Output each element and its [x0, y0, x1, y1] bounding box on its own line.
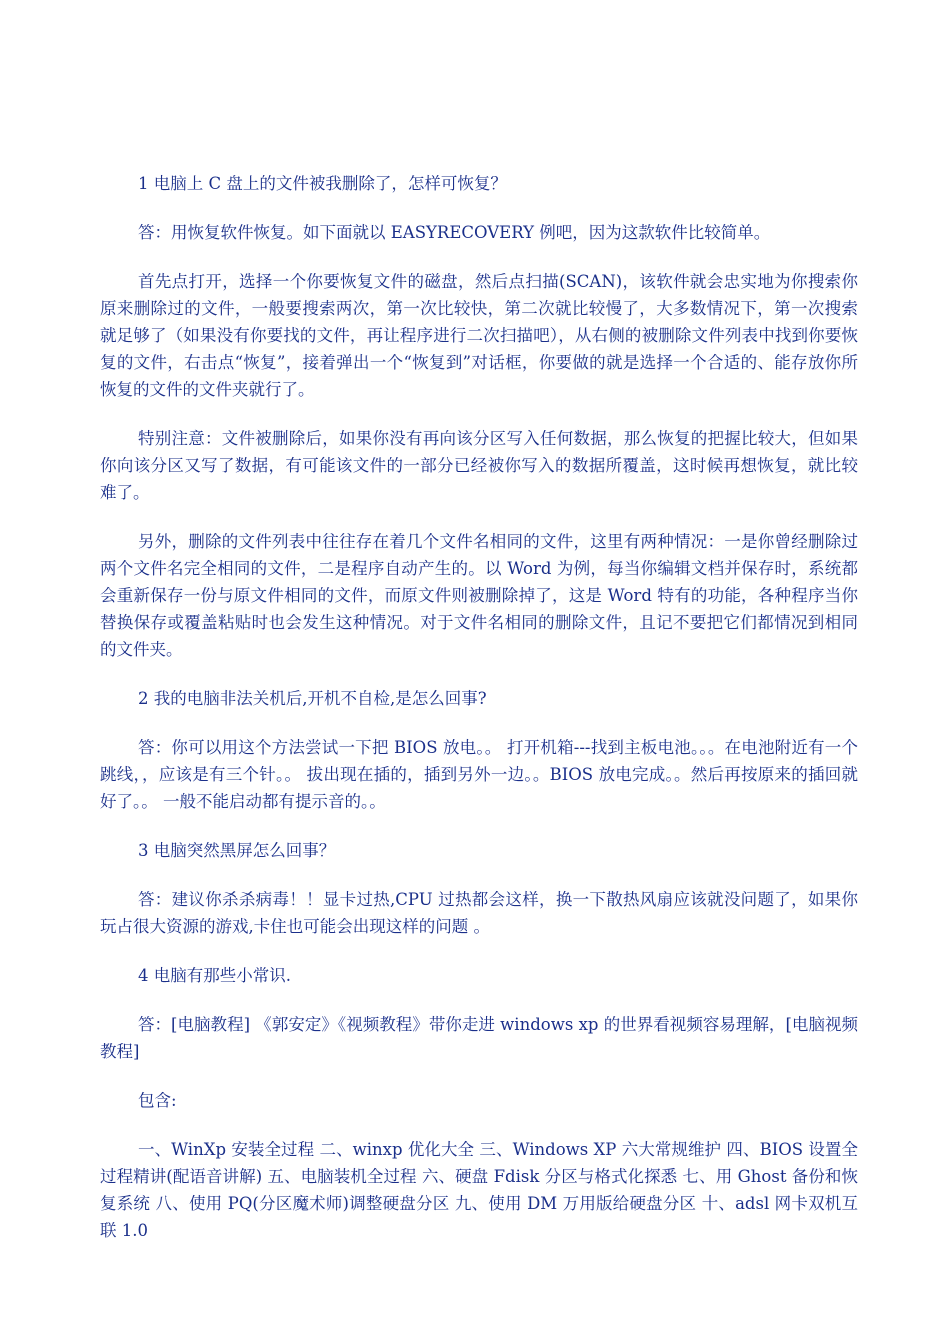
document-page — [100, 170, 858, 1266]
answer-1: 答：用恢复软件恢复。如下面就以 EASYRECOVERY 例吧，因为这款软件比较简单。 — [138, 223, 771, 242]
question-4: 4 电脑有那些小常识. — [138, 966, 291, 985]
question-3: 3 电脑突然黑屏怎么回事？ — [138, 841, 336, 860]
answer-2: 答：你可以用这个方法尝试一下把 BIOS 放电。。 打开机箱---找到主板电池。。。在电池附近有一个跳线，，应该是有三个针。。 拔出现在插的，插到另外一边。。BIOS 放电完成。。然后再按原来的插回就好了。。 一般不能启动都有提示音的。。 — [100, 738, 858, 811]
answer-3: 答：建议你杀杀病毒！！显卡过热,CPU 过热都会这样，换一下散热风扇应该就没问题了，如果你玩占很大资源的游戏,卡住也可能会出现这样的问题 。 — [100, 890, 858, 936]
question-1: 1 电脑上 C 盘上的文件被我删除了，怎样可恢复？ — [138, 174, 507, 193]
question-2: 2 我的电脑非法关机后,开机不自检,是怎么回事? — [138, 689, 487, 708]
contents-list: 一、WinXp 安装全过程 二、winxp 优化大全 三、Windows XP 六大常规维护 四、BIOS 设置全过程精讲(配语音讲解) 五、电脑装机全过程 六、硬盘 Fdisk 分区与格式化探悉 七、用 Ghost 备份和恢复系统 八、使用 PQ(分区魔术师)调整硬盘分区 九、使用 DM 万用版给硬盘分区 十、adsl 网卡双机互联 1.0 — [100, 1140, 858, 1240]
answer-1-steps: 首先点打开，选择一个你要恢复文件的磁盘，然后点扫描(SCAN)，该软件就会忠实地为你搜索你原来删除过的文件，一般要搜索两次，第一次比较快，第二次就比较慢了，大多数情况下，第一次搜索就足够了（如果没有你要找的文件，再让程序进行二次扫描吧），从右侧的被删除文件列表中找到你要恢复的文件，右击点“恢复”，接着弹出一个“恢复到”对话框，你要做的就是选择一个合适的、能存放你所恢复的文件的文件夹就行了。 — [100, 272, 858, 399]
answer-1-note: 特别注意：文件被删除后，如果你没有再向该分区写入任何数据，那么恢复的把握比较大，但如果你向该分区又写了数据，有可能该文件的一部分已经被你写入的数据所覆盖，这时候再想恢复，就比较难了。 — [100, 429, 858, 502]
contents-heading: 包含: — [138, 1091, 177, 1110]
answer-4: 答：[电脑教程] 《郭安定》《视频教程》带你走进 windows xp 的世界看视频容易理解，[电脑视频教程] — [100, 1015, 858, 1061]
answer-1-extra: 另外，删除的文件列表中往往存在着几个文件名相同的文件，这里有两种情况：一是你曾经删除过两个文件名完全相同的文件，二是程序自动产生的。以 Word 为例，每当你编辑文档并保存时，系统都会重新保存一份与原文件相同的文件，而原文件则被删除掉了，这是 Word 特有的功能，各种程序当你替换保存或覆盖粘贴时也会发生这种情况。对于文件名相同的删除文件，且记不要把它们都情况到相同的文件夹。 — [100, 532, 858, 659]
